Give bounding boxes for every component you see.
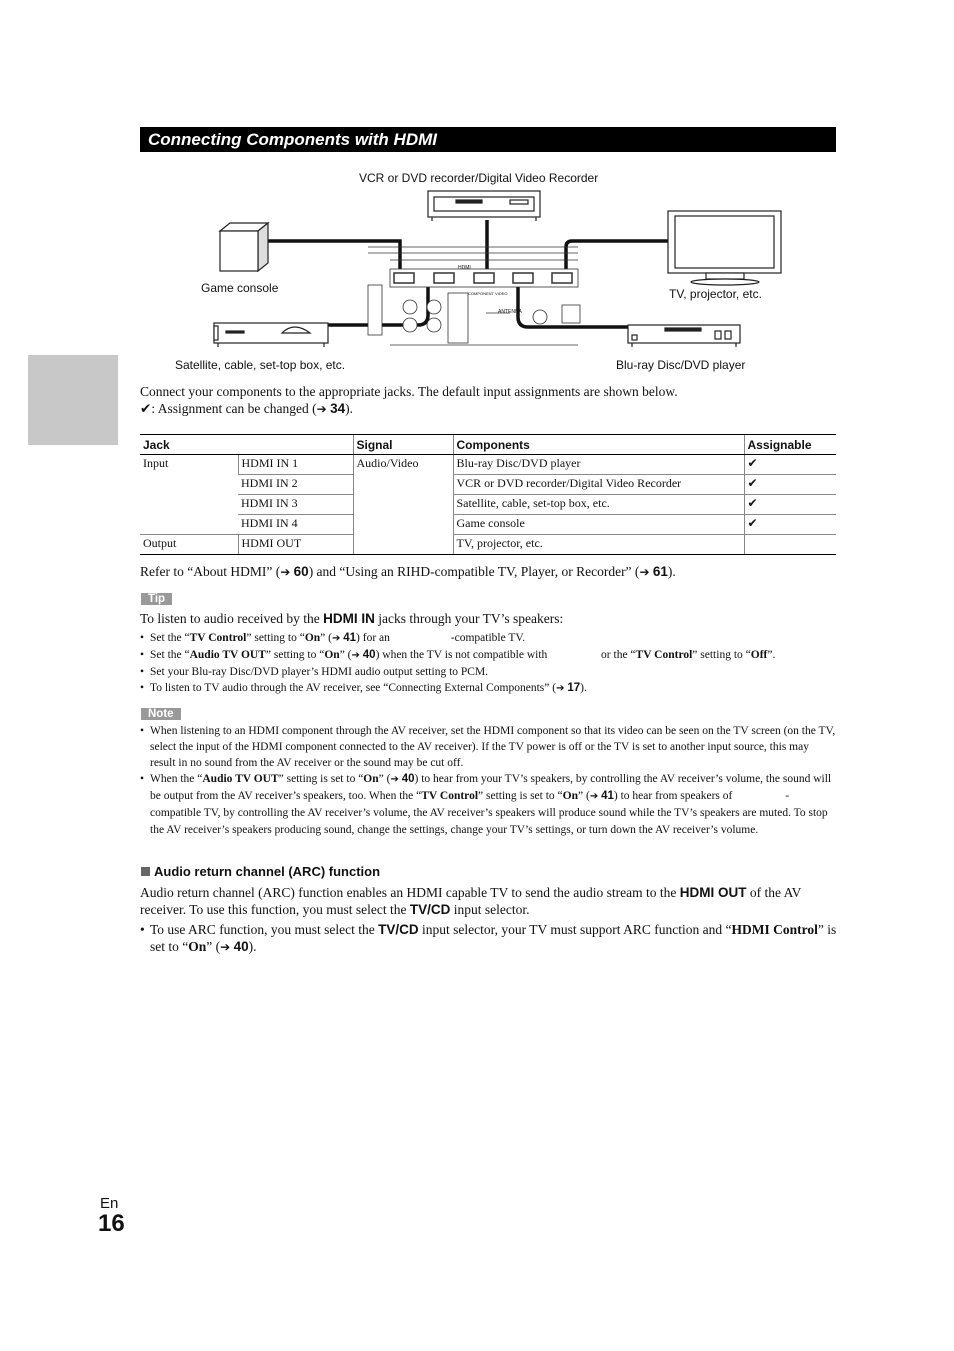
text: ” setting to “ xyxy=(265,649,325,661)
page-language: En xyxy=(100,1195,119,1212)
table-row xyxy=(140,535,836,555)
arrow-icon: ➔ xyxy=(316,402,327,416)
assignment-table xyxy=(140,434,836,555)
cell-jack: HDMI IN 2 xyxy=(238,475,353,495)
header-jack: Jack xyxy=(140,435,353,455)
text: ” setting is set to “ xyxy=(278,773,364,785)
page-ref[interactable]: 40 xyxy=(401,773,415,785)
header-assignable: Assignable xyxy=(744,435,836,455)
tv-icon xyxy=(668,211,781,285)
note-badge: Note xyxy=(141,708,181,720)
arc-heading-wrap xyxy=(141,864,380,879)
tip-intro-pre: To listen to audio received by the xyxy=(140,611,324,626)
text: ” ( xyxy=(339,649,352,661)
panel-antenna-text: ANTENNA xyxy=(498,309,522,315)
page-ref[interactable]: 40 xyxy=(233,939,249,954)
cell-assignable: ✔ xyxy=(744,515,836,535)
button-name: TV/CD xyxy=(378,922,419,937)
intro-line-1: Connect your components to the appropriate jacks. The default input assignments are shown below. xyxy=(140,384,678,399)
arrow-icon: ➔ xyxy=(280,565,291,579)
setting-value: On xyxy=(188,939,207,954)
arrow-icon: ➔ xyxy=(390,774,399,785)
page-ref[interactable]: 60 xyxy=(293,564,309,579)
intro-line-2-text: : Assignment can be changed ( xyxy=(151,401,317,416)
setting-name: TV Control xyxy=(421,790,479,802)
cell-component: Satellite, cable, set-top box, etc. xyxy=(453,495,744,515)
vcr-icon xyxy=(428,191,540,221)
text: ” setting to “ xyxy=(246,632,305,644)
cell-component: Blu-ray Disc/DVD player xyxy=(453,455,744,475)
text: Set your Blu-ray Disc/DVD player’s HDMI audio output setting to PCM. xyxy=(150,666,489,678)
tip-badge: Tip xyxy=(141,593,172,605)
satellite-box-icon xyxy=(214,323,328,347)
tip-intro-post: jacks through your TV’s speakers: xyxy=(374,611,564,626)
label-tv: TV, projector, etc. xyxy=(669,287,762,301)
label-satellite: Satellite, cable, set-top box, etc. xyxy=(175,358,346,372)
text: ”. xyxy=(767,649,776,661)
text: Set the “ xyxy=(150,649,190,661)
label-game-console: Game console xyxy=(201,281,279,295)
list-item xyxy=(140,680,840,697)
cell-jack: HDMI IN 1 xyxy=(238,455,353,475)
page-ref[interactable]: 34 xyxy=(330,401,346,416)
tip-intro xyxy=(140,610,840,627)
arrow-icon: ➔ xyxy=(639,565,650,579)
text: -compatible TV. xyxy=(450,632,526,644)
cell-jack: HDMI IN 4 xyxy=(238,515,353,535)
page-ref[interactable]: 40 xyxy=(362,649,376,661)
setting-name: TV Control xyxy=(635,649,693,661)
arrow-icon: ➔ xyxy=(220,940,231,954)
panel-component-text: COMPONENT VIDEO xyxy=(468,291,508,296)
diagram-drawing xyxy=(200,185,800,355)
text: ). xyxy=(248,939,257,954)
note-badge-wrap xyxy=(141,704,181,722)
setting-name: Audio TV OUT xyxy=(202,773,279,785)
table-row xyxy=(140,515,836,535)
refer-post: ). xyxy=(667,564,676,579)
cell-jack: HDMI OUT xyxy=(238,535,353,555)
setting-name: HDMI Control xyxy=(731,922,818,937)
intro-line-2-end: ). xyxy=(345,401,353,416)
intro-text xyxy=(140,383,840,418)
cable-tv xyxy=(566,241,670,275)
bluray-player-icon xyxy=(628,325,740,347)
row-group-output: Output xyxy=(140,535,238,555)
arc-bullet xyxy=(140,921,840,956)
text: ) to hear from speakers of xyxy=(613,790,736,802)
label-vcr: VCR or DVD recorder/Digital Video Recorder xyxy=(359,171,599,185)
header-components: Components xyxy=(453,435,744,455)
table-row xyxy=(140,475,836,495)
text: of the AV receiver. To use this function, you must select the xyxy=(140,885,802,917)
cell-component: TV, projector, etc. xyxy=(453,535,744,555)
arc-heading: Audio return channel (ARC) function xyxy=(154,864,381,879)
page-ref[interactable]: 61 xyxy=(652,564,668,579)
page-ref[interactable]: 41 xyxy=(343,632,357,644)
list-item xyxy=(140,771,836,839)
text: When listening to an HDMI component through the AV receiver, set the HDMI component so that its video can be seen on the TV screen (on the TV, select the input of the HDMI component connected to the AV receiver). If the TV power is off or the TV is set to another input source, this may result in no sound from the AV receiver or the sound may be cut off. xyxy=(150,725,836,769)
row-group-input: Input xyxy=(140,455,238,535)
cell-assignable xyxy=(744,535,836,555)
setting-name: TV Control xyxy=(189,632,247,644)
arc-paragraph xyxy=(140,884,840,918)
refer-mid: ) and “Using an RIHD-compatible TV, Player, or Recorder” ( xyxy=(308,564,640,579)
text: ) to hear from your TV’s speakers, by controlling the AV receiver’s volume, the sound will be output from the AV receiver’s speakers, too. When the “ xyxy=(150,773,832,802)
section-title: Connecting Components with HDMI xyxy=(148,130,437,149)
table-header-row xyxy=(140,435,836,455)
arrow-icon: ➔ xyxy=(556,683,565,694)
arrow-icon: ➔ xyxy=(589,791,599,802)
setting-value: Off xyxy=(750,649,768,661)
text: ) for an xyxy=(356,632,393,644)
text: When the “ xyxy=(150,773,203,785)
text: ” ( xyxy=(206,939,221,954)
page-ref[interactable]: 17 xyxy=(567,682,581,694)
cell-component: VCR or DVD recorder/Digital Video Recorder xyxy=(453,475,744,495)
text: ” ( xyxy=(578,790,590,802)
page-ref[interactable]: 41 xyxy=(601,790,614,802)
text: Audio return channel (ARC) function enables an HDMI capable TV to send the audio stream to the xyxy=(140,885,680,900)
cell-jack: HDMI IN 3 xyxy=(238,495,353,515)
cell-assignable: ✔ xyxy=(744,455,836,475)
text: ” setting to “ xyxy=(692,649,751,661)
text: -compatible TV, by controlling the AV receiver’s volume, the AV receiver’s speakers will produce sound while the TV’s speakers are muted. To stop the AV receiver’s speakers producing sound, change the settings, change your TV’s settings, or turn down the AV receiver’s volume. xyxy=(150,790,828,836)
text: ). xyxy=(580,682,587,694)
text: input selector. xyxy=(450,902,530,917)
intro-line-2 xyxy=(140,400,840,418)
table-row xyxy=(140,455,836,475)
list-item xyxy=(140,630,840,647)
setting-value: On xyxy=(562,790,578,802)
setting-value: On xyxy=(304,632,321,644)
cell-component: Game console xyxy=(453,515,744,535)
square-bullet-icon xyxy=(141,867,150,876)
cell-signal: Audio/Video xyxy=(353,455,453,555)
label-bluray: Blu-ray Disc/DVD player xyxy=(616,358,746,372)
cell-assignable: ✔ xyxy=(744,495,836,515)
setting-value: On xyxy=(324,649,340,661)
text: Set the “ xyxy=(150,632,190,644)
check-icon: ✔ xyxy=(140,401,152,417)
side-tab xyxy=(28,355,118,445)
text: To listen to TV audio through the AV receiver, see “Connecting External Components” ( xyxy=(150,682,557,694)
setting-name: Audio TV OUT xyxy=(189,649,266,661)
panel-hdmi-text: HDMI xyxy=(458,265,471,271)
tip-list xyxy=(140,630,840,697)
bullet: • xyxy=(140,922,145,937)
header-signal: Signal xyxy=(353,435,453,455)
list-item xyxy=(140,647,840,664)
button-name: TV/CD xyxy=(409,902,451,917)
cable-game xyxy=(267,241,400,275)
list-item xyxy=(140,664,840,680)
refer-text xyxy=(140,563,840,581)
button-name: HDMI OUT xyxy=(679,885,747,900)
text: ” ( xyxy=(378,773,391,785)
arrow-icon: ➔ xyxy=(331,633,341,644)
table-row xyxy=(140,495,836,515)
setting-value: On xyxy=(363,773,379,785)
refer-pre: Refer to “About HDMI” ( xyxy=(140,564,281,579)
text: ” ( xyxy=(320,632,332,644)
list-item xyxy=(140,723,836,771)
arrow-icon: ➔ xyxy=(351,650,360,661)
tip-intro-bold: HDMI IN xyxy=(323,611,375,626)
page-number: 16 xyxy=(98,1210,125,1237)
text: input selector, your TV must support ARC function and “ xyxy=(418,922,732,937)
note-list xyxy=(140,723,836,839)
cell-assignable: ✔ xyxy=(744,475,836,495)
text: To use ARC function, you must select the xyxy=(150,922,379,937)
section-title-bar xyxy=(140,127,836,152)
text: ” setting is set to “ xyxy=(478,790,563,802)
text: or the “ xyxy=(598,649,636,661)
text: ) when the TV is not compatible with xyxy=(375,649,551,661)
tip-badge-wrap xyxy=(141,589,172,607)
text: ” is set to “ xyxy=(150,922,837,954)
game-console-icon xyxy=(220,223,268,271)
